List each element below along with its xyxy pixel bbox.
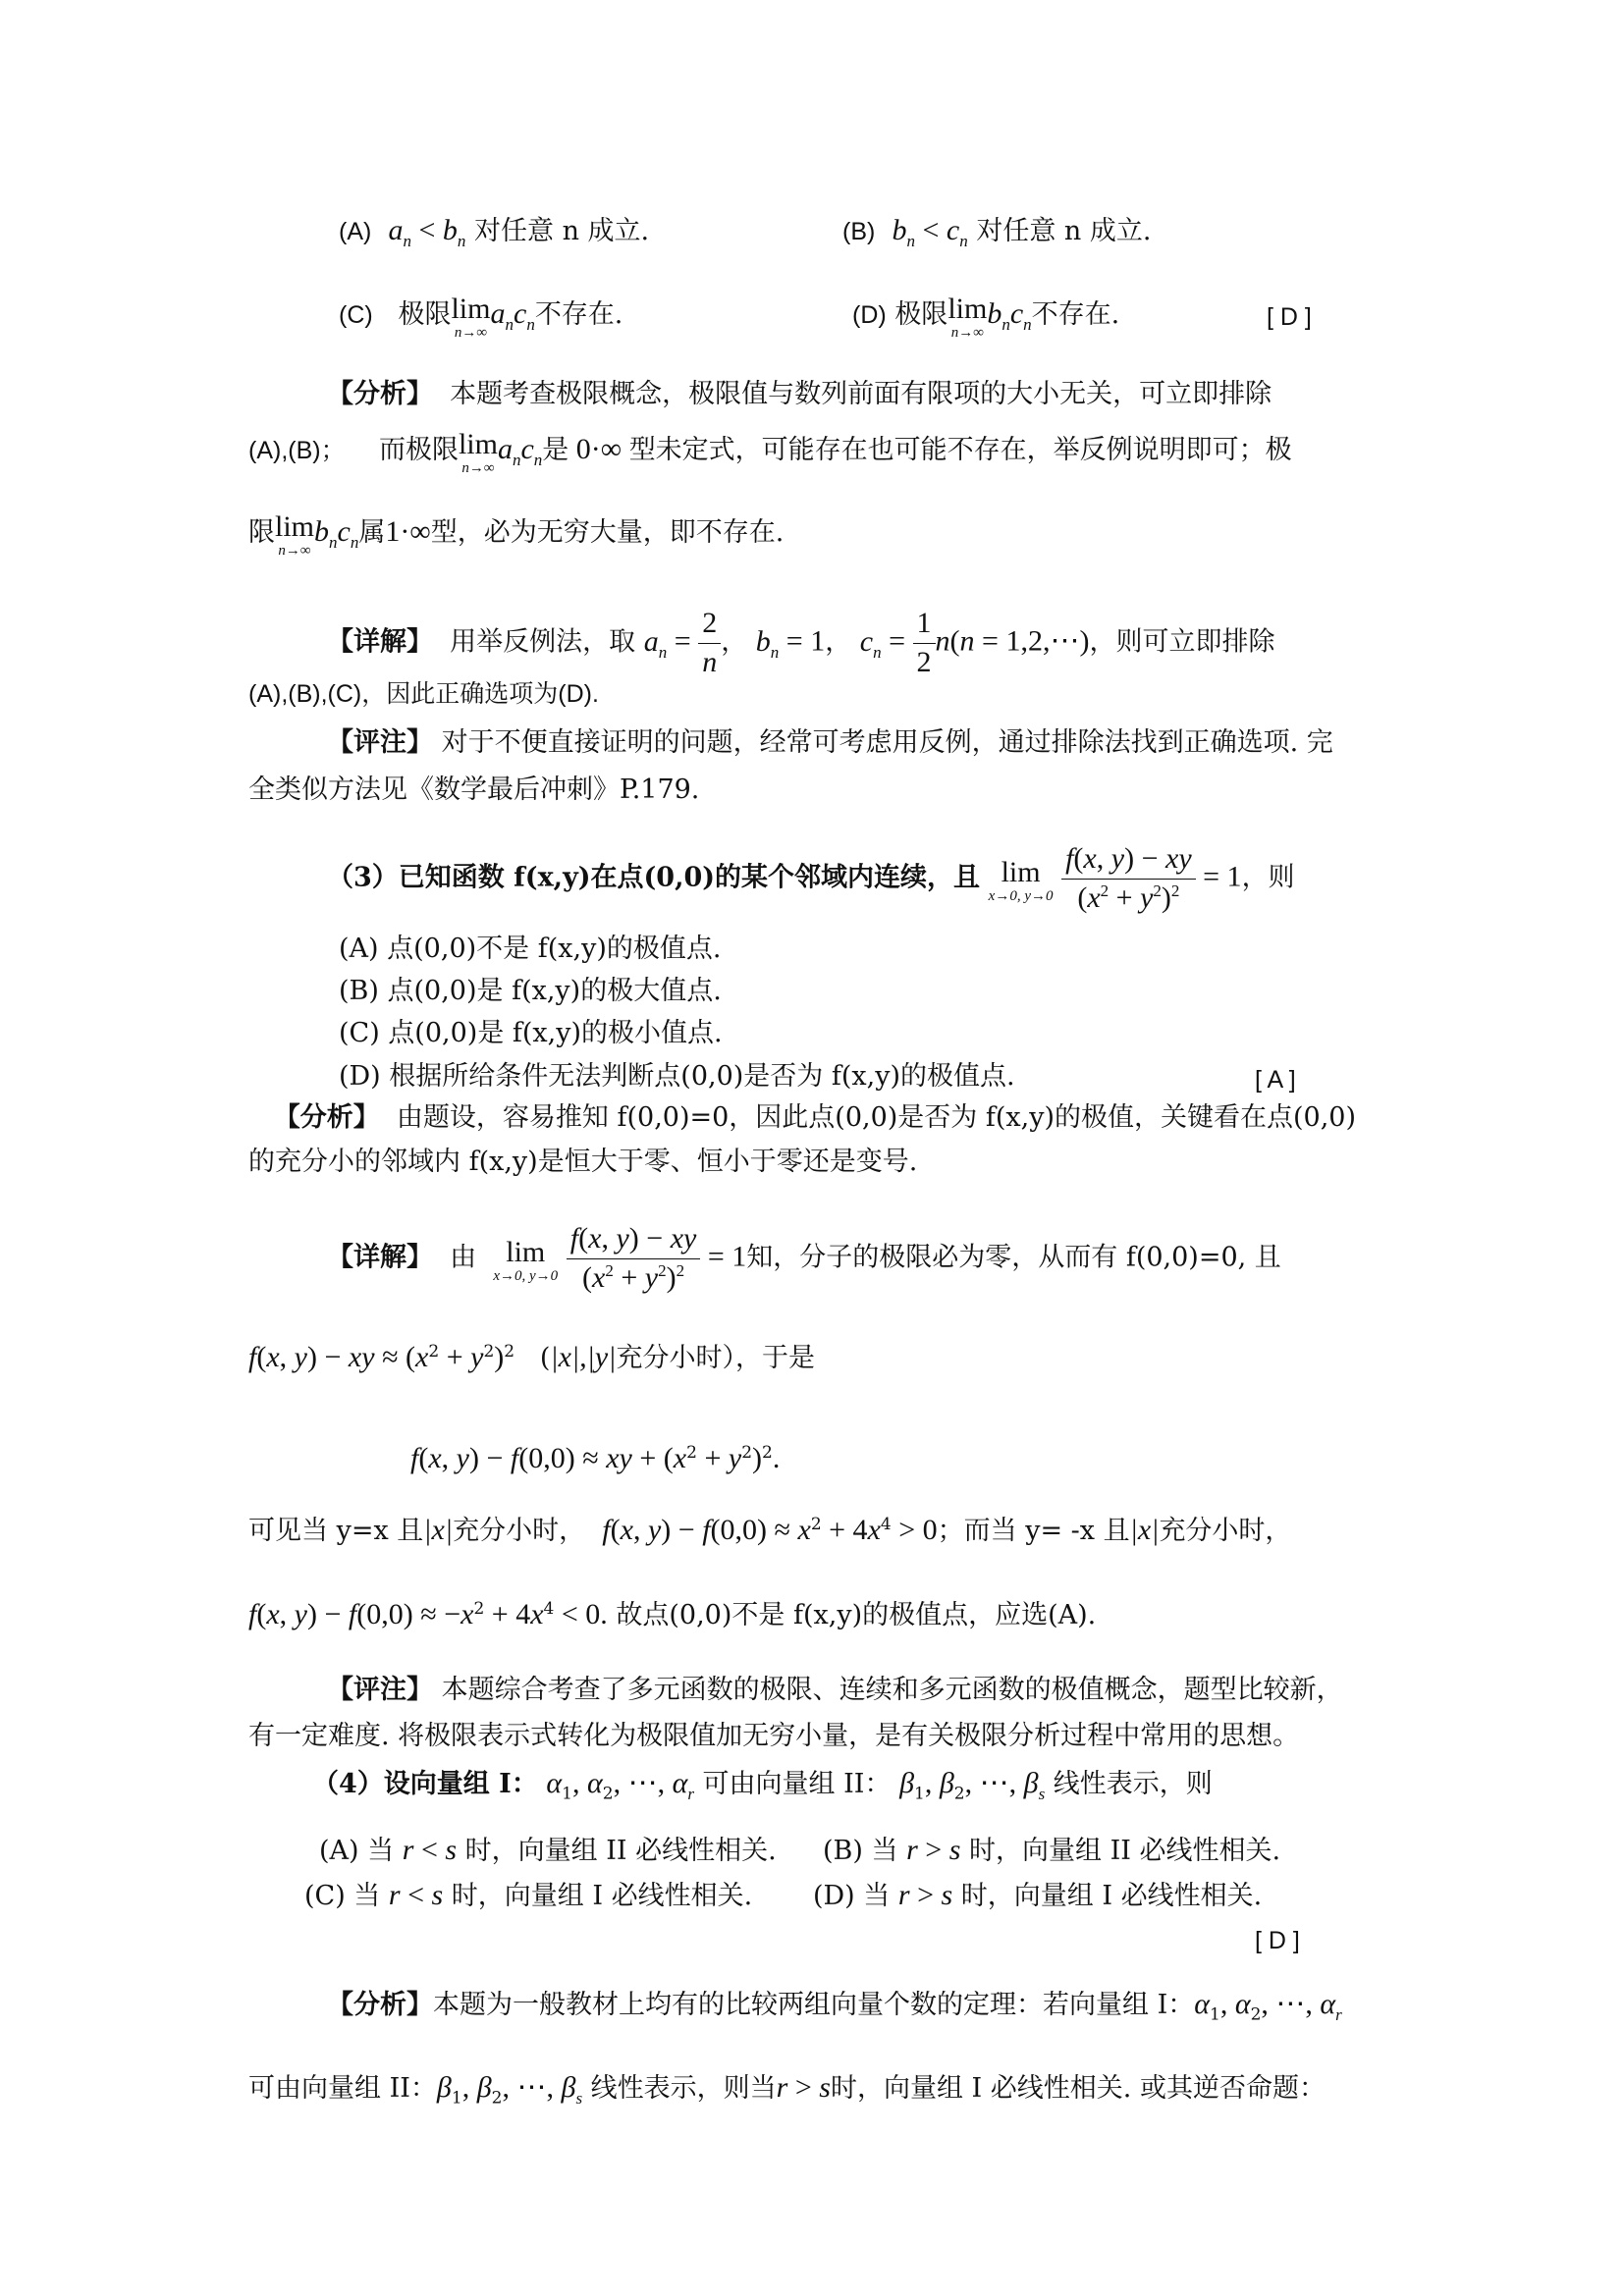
q3-comment-line2: 有一定难度. 将极限表示式转化为极限值加无穷小量，是有关极限分析过程中常用的思想。 — [248, 1721, 1300, 1751]
q4-stem: （4）设向量组 I： $\alpha_1$, $\alpha_2$, ⋯, $\alpha_r$ 可由向量组 II： $\beta_1$, $\beta_2$, ⋯, $\beta_s$ 线性表示，则 — [312, 1767, 1213, 1804]
q2-detail-line2: (A),(B),(C)，因此正确选项为(D). — [248, 680, 599, 708]
q3-stem: （3）已知函数 f(x,y)在点(0,0)的某个邻域内连续，且 lim x→0, y→0 $\frac{f(x, y) - xy}{(x^2 + y^2)^2}$ = 1，则 — [327, 842, 1295, 914]
q3-option-d: (D) 根据所给条件无法判断点(0,0)是否为 f(x,y)的极值点. — [339, 1061, 1015, 1092]
q3-option-c: (C) 点(0,0)是 f(x,y)的极小值点. — [339, 1018, 723, 1048]
q3-option-a: (A) 点(0,0)不是 f(x,y)的极值点. — [339, 934, 722, 964]
q2-analysis-line1: 【分析】 本题考查极限概念，极限值与数列前面有限项的大小无关，可立即排除 — [327, 379, 1272, 409]
q4-option-b: (B) 当 r > s 时，向量组 II 必线性相关. — [823, 1834, 1281, 1866]
q3-detail-line3: f(x, y) − f(0,0) ≈ xy + $(x^2 + y^2)^2$. — [410, 1442, 781, 1474]
q3-detail-line1: 【详解】 由 lim x→0, y→0 $\frac{f(x, y) - xy}{(x^2 + y^2)^2}$ = 1知，分子的极限必为零，从而有 f(0,0)=0, 且 — [327, 1222, 1281, 1294]
q4-analysis-line1: 【分析】本题为一般教材上均有的比较两组向量个数的定理：若向量组 I：$\alpha_1$, $\alpha_2$, ⋯, $\alpha_r$ — [327, 1988, 1342, 2025]
q3-detail-line5: f(x, $y) - f(0,0) \approx -x^2 + 4x^4 < 0$. 故点(0,0)不是 f(x,y)的极值点，应选(A). — [248, 1598, 1097, 1630]
q2-analysis-line2: (A),(B)； 而极限 lim n→∞ $a_nc_n$是 0·∞ 型未定式，可能存在也可能不存在，举反例说明即可；极 — [248, 428, 1292, 476]
q3-option-b: (B) 点(0,0)是 f(x,y)的极大值点. — [339, 976, 722, 1006]
q2-option-d: (D) 极限 lim n→∞ $b_nc_n$不存在. — [852, 293, 1120, 341]
q3-analysis-line2: 的充分小的邻域内 f(x,y)是恒大于零、恒小于零还是变号. — [248, 1147, 918, 1177]
q2-analysis-line3: 限 lim n→∞ $b_nc_n$属1·∞型，必为无穷大量，即不存在. — [248, 510, 785, 559]
q4-option-c: (C) 当 r < s 时，向量组 I 必线性相关. — [304, 1879, 753, 1911]
q2-option-a: (A) $a_n < b_n$ 对任意 n 成立. — [339, 214, 650, 250]
q3-comment-line1: 【评注】 本题综合考查了多元函数的极限、连续和多元函数的极值概念，题型比较新， — [327, 1675, 1343, 1705]
q2-answer: [ D ] — [1267, 303, 1312, 331]
q4-option-a: (A) 当 r < s 时，向量组 II 必线性相关. — [319, 1834, 777, 1866]
q4-answer: [ D ] — [1255, 1927, 1300, 1954]
q3-detail-line2: f(x, y) − xy ≈ $(x^2 + y^2)^2$ (|x|,|y|充分小时），于是 — [248, 1341, 815, 1373]
q2-option-b: (B) $b_n < c_n$ 对任意 n 成立. — [842, 214, 1152, 250]
q3-detail-line4: 可见当 y=x 且|x|充分小时， f(x, $y) - f(0,0) \approx x^2 + 4x^4 > 0$；而当 y= -x 且|x|充分小时， — [248, 1514, 1292, 1546]
q4-analysis-line2: 可由向量组 II：$\beta_1$, $\beta_2$, ⋯, $\beta_s$ 线性表示，则当r > s时，向量组 I 必线性相关. 或其逆否命题： — [248, 2071, 1326, 2109]
q3-answer: [ A ] — [1255, 1066, 1296, 1094]
q2-comment-line1: 【评注】 对于不便直接证明的问题，经常可考虑用反例，通过排除法找到正确选项. 完 — [327, 727, 1333, 758]
q4-option-d: (D) 当 r > s 时，向量组 I 必线性相关. — [813, 1879, 1263, 1911]
q3-analysis-line1: 【分析】 由题设，容易推知 f(0,0)=0，因此点(0,0)是否为 f(x,y)的极值，关键看在点(0,0) — [273, 1102, 1357, 1133]
q2-option-c: (C) 极限 lim n→∞ $a_nc_n$不存在. — [339, 293, 623, 341]
q2-detail-line1: 【详解】 用举反例法，取 $a_n$ = $\frac{2}{n}$ ， $b_n = 1$， $c_n$ = $\frac{1}{2}$ n(n = 1,2,⋯)，则可立即排除 — [327, 607, 1275, 678]
q2-comment-line2: 全类似方法见《数学最后冲刺》P.179. — [248, 774, 700, 805]
